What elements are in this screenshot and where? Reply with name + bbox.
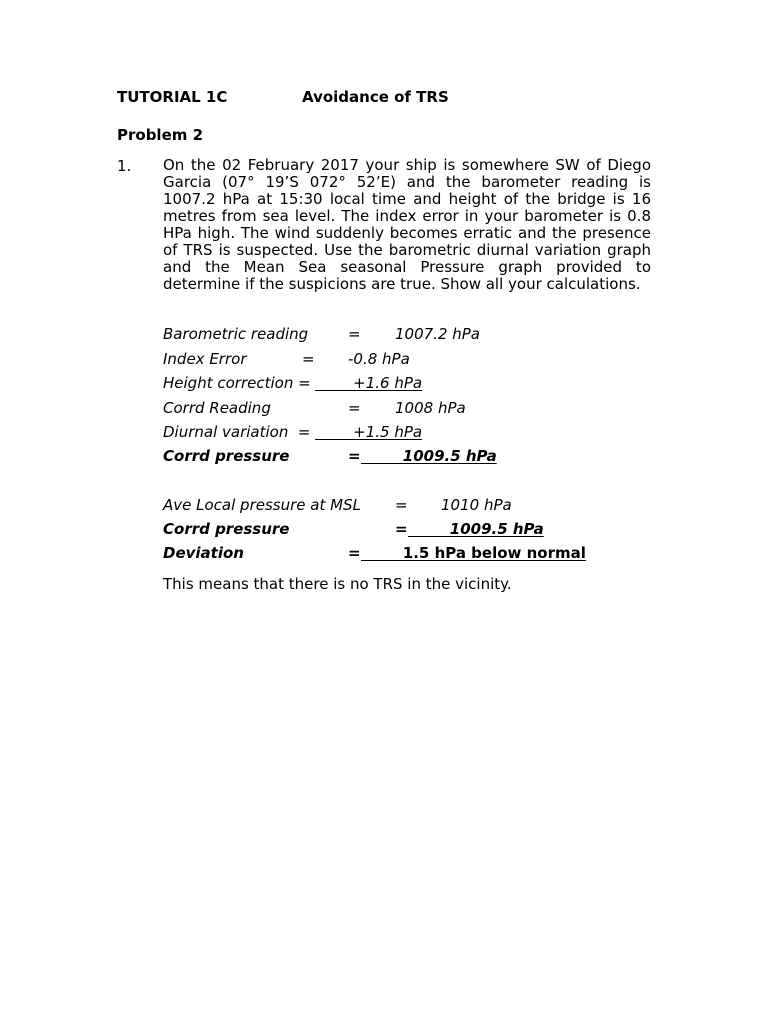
compare-corrd-pressure-value: 1009.5 hPa	[408, 520, 544, 538]
question-text: On the 02 February 2017 your ship is somewhere SW of Diego Garcia (07° 19’S 072° 52’E) and the barometer reading is 1007.2 hPa at 15:30 local time and height of the bridge is 16 metres from sea level. The index error in your barometer is 0.8 HPa high. The wind suddenly becomes erratic and the presence of TRS is suspected. Use the barometric diurnal variation graph and the Mean Sea seasonal Pressure graph provided to determine if the suspicions are true. Show all your calculations.	[163, 156, 651, 293]
corrd-reading-value: 1008 hPa	[395, 399, 466, 417]
tutorial-topic: Avoidance of TRS	[302, 88, 449, 106]
tutorial-label: TUTORIAL 1C	[117, 88, 228, 106]
index-error-label: Index Error	[163, 350, 247, 368]
deviation-equals: =	[348, 544, 361, 562]
msl-pressure-label: Ave Local pressure at MSL	[163, 496, 361, 514]
diurnal-variation-label: Diurnal variation =	[163, 423, 311, 441]
deviation-label: Deviation	[163, 544, 244, 562]
msl-pressure-value: 1010 hPa	[441, 496, 512, 514]
height-correction-value: +1.6 hPa	[315, 374, 423, 392]
msl-pressure-equals: =	[395, 496, 408, 514]
problem-title: Problem 2	[117, 126, 204, 144]
index-error-value: -0.8 hPa	[348, 350, 410, 368]
corrd-pressure-equals: =	[348, 447, 361, 465]
conclusion-text: This means that there is no TRS in the vicinity.	[163, 575, 512, 593]
corrd-pressure-label: Corrd pressure	[163, 447, 290, 465]
index-error-equals: =	[302, 350, 315, 368]
corrd-reading-label: Corrd Reading	[163, 399, 271, 417]
height-correction-label: Height correction =	[163, 374, 311, 392]
deviation-value: 1.5 hPa below normal	[361, 544, 586, 562]
compare-corrd-pressure-equals: =	[395, 520, 408, 538]
compare-corrd-pressure-label: Corrd pressure	[163, 520, 290, 538]
barometric-reading-label: Barometric reading	[163, 325, 309, 343]
corrd-reading-equals: =	[348, 399, 361, 417]
barometric-reading-value: 1007.2 hPa	[395, 325, 480, 343]
question-number: 1.	[117, 157, 132, 175]
barometric-reading-equals: =	[348, 325, 361, 343]
diurnal-variation-value: +1.5 hPa	[315, 423, 423, 441]
corrd-pressure-value: 1009.5 hPa	[361, 447, 497, 465]
